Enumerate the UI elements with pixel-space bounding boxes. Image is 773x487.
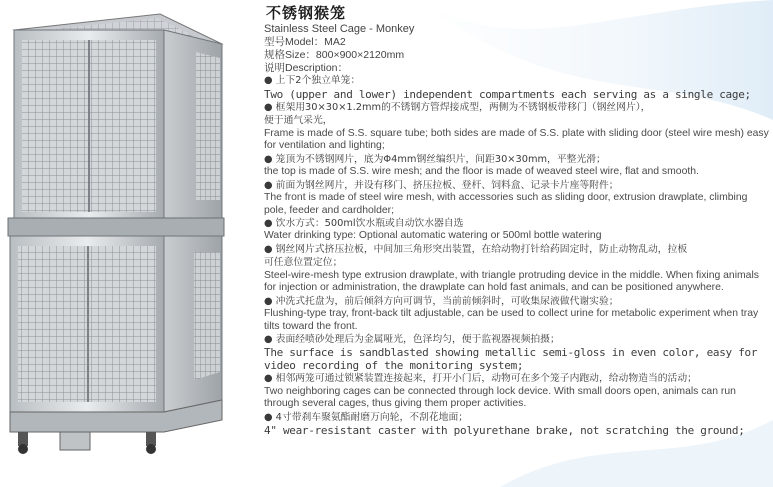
feature-item (264, 411, 769, 438)
feature-text-en: The front is made of steel wire mesh, with accessories such as sliding door, extrusion drawplate, climbing pole, feeder and cardholder; (264, 192, 748, 216)
feature-text-en: Frame is made of S.S. square tube; both sides are made of S.S. plate with sliding door (steel wire mesh) easy for ventilation and lighting; (264, 127, 769, 152)
product-description (264, 4, 769, 437)
feature-text-en: Two neighboring cages can be connected through lock device. With small doors open, animals can run through several cages, thus giving them proper activities. (264, 385, 736, 410)
cage-photo (0, 0, 260, 487)
feature-item (264, 74, 769, 101)
feature-list (264, 74, 769, 437)
feature-item (264, 101, 769, 153)
feature-text-en: the top is made of S.S. wire mesh; and the floor is made of weaved steel wire, flat and smooth. (264, 166, 699, 178)
feature-item (264, 372, 769, 410)
feature-text-zh: ● 4寸带刹车聚氨酯耐磨万向轮，不刮花地面； (264, 411, 469, 423)
model-number: 型号Model：MA2 (264, 36, 346, 48)
description-label: 说明Description： (264, 61, 349, 74)
product-title-en: Stainless Steel Cage - Monkey (264, 23, 415, 35)
feature-item (264, 333, 769, 373)
feature-text-en: Two (upper and lower) independent compartments each serving as a single cage; (264, 87, 751, 101)
feature-text-en: Flushing-type tray, front-back tilt adjustable, can be used to collect urine for metabolic experiment when tray tilts toward the front. (264, 308, 759, 332)
feature-item (264, 243, 769, 295)
feature-text-zh: ● 饮水方式：500ml饮水瓶或自动饮水器自选 (264, 217, 464, 229)
size-spec: 规格Size：800×900×2120mm (264, 48, 405, 61)
feature-text-en: 4" wear-resistant caster with polyurethane brake, not scratching the ground; (264, 424, 745, 438)
feature-text-en: Water drinking type: Optional automatic watering or 500ml bottle watering (264, 230, 602, 242)
product-title: 不锈钢猴笼 (266, 4, 347, 22)
feature-item (264, 153, 769, 179)
feature-text-en: The surface is sandblasted showing metallic semi-gloss in even color, easy for video recording of the monitoring system; (264, 346, 758, 373)
feature-text-zh: ● 上下2个独立单笼： (264, 75, 361, 87)
feature-text-zh: ● 框架用30×30×1.2mm的不锈钢方管焊接成型，两侧为不锈钢板带移门（钢丝网片）， (264, 101, 651, 113)
feature-item (264, 295, 769, 333)
feature-text-zh: ● 表面经喷砂处理后为金属哑光，色泽均匀，便于监视器视频拍摄； (264, 333, 560, 345)
feature-text-zh: ● 前面为钢丝网片，并设有移门、挤压拉板、登杆、饲料盒、记录卡片座等附件； (264, 179, 619, 191)
feature-text-en: Steel-wire-mesh type extrusion drawplate, with triangle protruding device in the middle. When fixing animals for injection or administration, the drawplate can hold fast animals, and can be positioned anywhere. (264, 269, 759, 294)
feature-text-zh: ● 相邻两笼可通过锁紧装置连接起来，打开小门后，动物可在多个笼子内跑动，给动物造当的活动； (264, 373, 697, 385)
feature-text-zh: ● 冲洗式托盘为，前后倾斜方向可调节，当前前倾斜时，可收集尿液做代谢实验； (264, 295, 619, 307)
feature-text-zh-cont: 可任意位置定位； (264, 257, 343, 269)
feature-item (264, 179, 769, 217)
feature-text-zh: ● 钢丝网片式挤压拉板，中间加三角形突出装置，在给动物打针给药固定时，防止动物乱动，拉板 (264, 243, 688, 255)
feature-text-zh: ● 笼顶为不锈钢网片，底为Φ4mm钢丝编织片，间距30×30mm，平整光滑； (264, 153, 606, 165)
feature-text-zh-cont: 便于通气采光， (264, 115, 333, 127)
feature-item (264, 217, 769, 243)
